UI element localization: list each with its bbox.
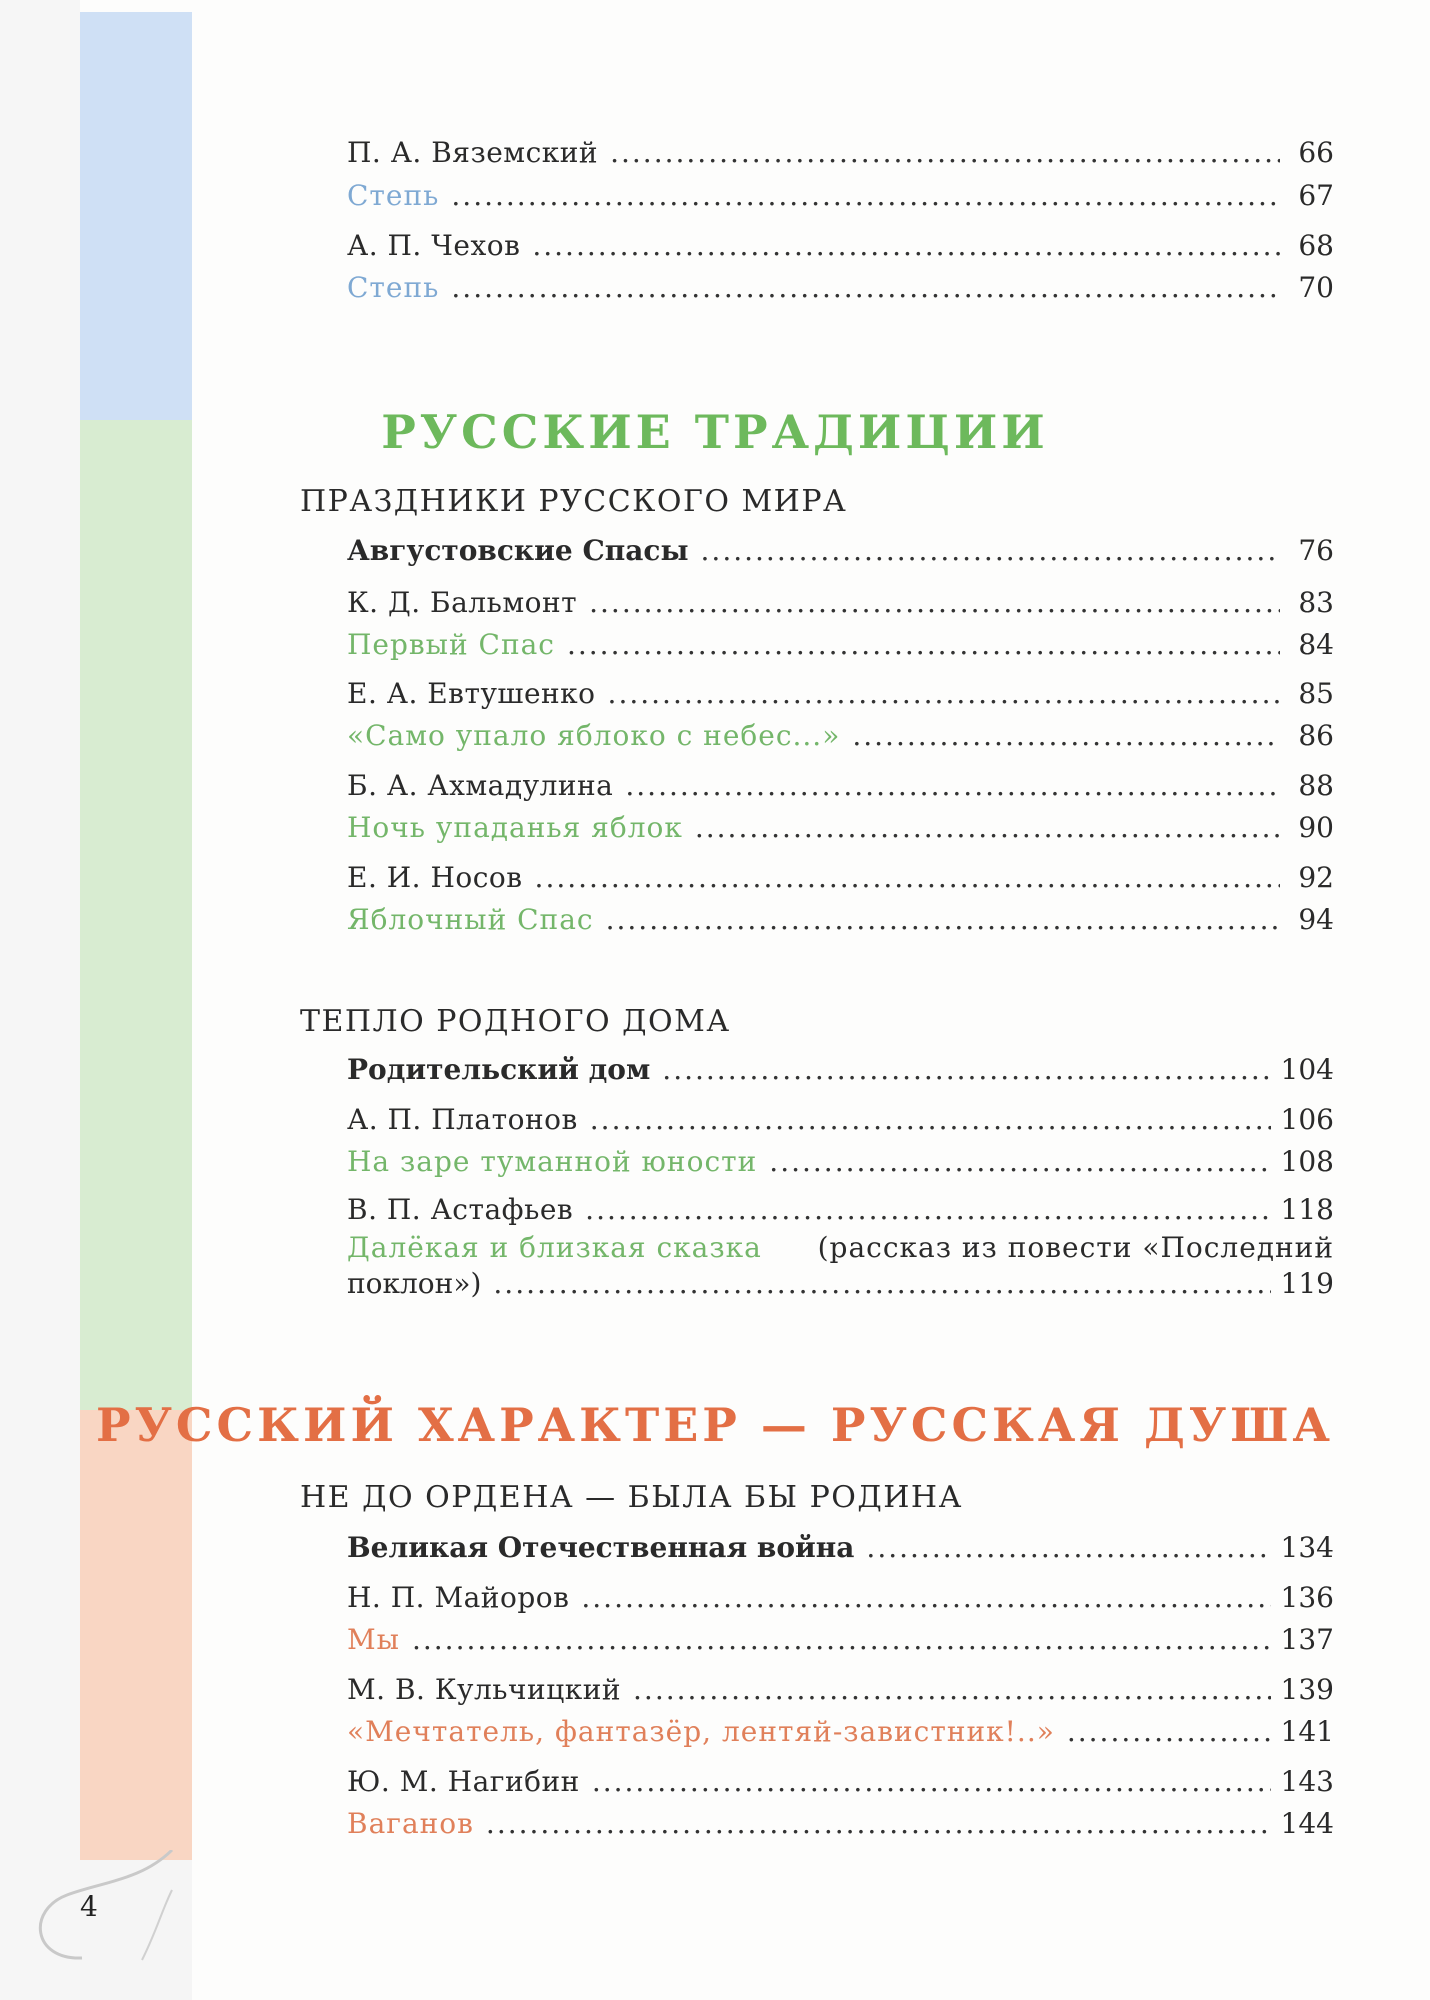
toc-entry-title: М. В. Кульчицкий — [347, 1673, 622, 1706]
toc-entry-page: 90 — [1298, 811, 1334, 844]
dot-leader — [633, 1672, 1271, 1708]
toc-entry-title: А. П. Платонов — [347, 1103, 578, 1136]
dot-leader — [581, 1580, 1270, 1616]
toc-entry-page: 104 — [1280, 1053, 1334, 1086]
toc-entry-page: 143 — [1280, 1765, 1334, 1798]
toc-entry-title: Первый Спас — [347, 628, 555, 661]
toc-entry-page: 136 — [1280, 1581, 1334, 1614]
toc-entry[interactable] — [347, 1102, 1334, 1138]
dot-leader — [532, 228, 1280, 264]
dot-leader — [535, 860, 1280, 896]
subsection-title: ПРАЗДНИКИ РУССКОГО МИРА — [300, 484, 848, 519]
toc-entry-page: 108 — [1280, 1145, 1334, 1178]
toc-entry[interactable] — [347, 1580, 1334, 1616]
toc-entry[interactable] — [347, 627, 1334, 663]
toc-entry-title: Е. И. Носов — [347, 861, 523, 894]
dot-leader — [493, 1266, 1270, 1302]
toc-entry[interactable] — [347, 1806, 1334, 1842]
toc-entry-page: 83 — [1298, 586, 1334, 619]
dot-leader — [610, 135, 1280, 171]
dot-leader — [769, 1144, 1270, 1180]
section-title-russian-traditions: РУССКИЕ ТРАДИЦИИ — [381, 405, 1049, 459]
dot-leader — [625, 768, 1280, 804]
toc-entry-page: 85 — [1298, 677, 1334, 710]
toc-entry[interactable] — [347, 228, 1334, 264]
toc-entry-title: На заре туманной юности — [347, 1145, 758, 1178]
toc-entry-title: А. П. Чехов — [347, 229, 521, 262]
toc-entry-title: Яблочный Спас — [347, 903, 594, 936]
toc-entry[interactable] — [347, 178, 1334, 214]
toc-entry-note-cont: поклон») — [347, 1267, 482, 1300]
toc-entry[interactable] — [347, 135, 1334, 171]
dot-leader — [585, 1192, 1270, 1228]
dot-leader — [852, 718, 1280, 754]
toc-entry-title: Августовские Спасы — [347, 534, 689, 567]
toc-entry-title: П. А. Вяземский — [347, 136, 599, 169]
toc-entry-title: Мы — [347, 1623, 400, 1656]
dot-leader — [590, 1102, 1271, 1138]
toc-entry[interactable] — [347, 1530, 1334, 1566]
toc-entry-page: 141 — [1280, 1715, 1334, 1748]
dot-leader — [695, 810, 1280, 846]
dot-leader — [662, 1052, 1270, 1088]
dot-leader — [701, 533, 1280, 569]
dot-leader — [451, 270, 1280, 306]
toc-entry[interactable] — [347, 860, 1334, 896]
toc-entry-wrapped[interactable] — [347, 1230, 1334, 1266]
toc-entry-title: В. П. Астафьев — [347, 1193, 574, 1226]
toc-entry-page: 94 — [1298, 903, 1334, 936]
toc-entry-title: Ю. М. Нагибин — [347, 1765, 580, 1798]
toc-entry-note: (рассказ из повести «Последний — [817, 1231, 1334, 1264]
toc-entry-page: 106 — [1280, 1103, 1334, 1136]
dot-leader — [1067, 1714, 1271, 1750]
dot-leader — [608, 676, 1280, 712]
toc-entry-page: 66 — [1298, 136, 1334, 169]
toc-entry-title: «Само упало яблоко с небес...» — [347, 719, 841, 752]
toc-entry-title: Ночь упаданья яблок — [347, 811, 683, 844]
toc-entry[interactable] — [347, 270, 1334, 306]
toc-entry[interactable] — [347, 1192, 1334, 1228]
toc-entry-title: Степь — [347, 179, 440, 212]
section-title-russian-character: РУССКИЙ ХАРАКТЕР — РУССКАЯ ДУША — [96, 1398, 1334, 1452]
dot-leader — [592, 1764, 1271, 1800]
dot-leader — [412, 1622, 1271, 1658]
toc-entry-page: 68 — [1298, 229, 1334, 262]
toc-entry-page: 119 — [1280, 1267, 1334, 1300]
toc-entry-title: Ваганов — [347, 1807, 474, 1840]
toc-entry[interactable] — [347, 1764, 1334, 1800]
toc-entry[interactable] — [347, 1622, 1334, 1658]
toc-entry[interactable] — [347, 1144, 1334, 1180]
toc-entry[interactable] — [347, 810, 1334, 846]
toc-entry[interactable] — [347, 718, 1334, 754]
toc-entry-title: Н. П. Майоров — [347, 1581, 570, 1614]
dot-leader — [451, 178, 1280, 214]
toc-entry-title: Родительский дом — [347, 1053, 651, 1086]
toc-entry-page: 137 — [1280, 1623, 1334, 1656]
toc-entry[interactable] — [347, 1714, 1334, 1750]
toc-entry-title: Е. А. Евтушенко — [347, 677, 596, 710]
dot-leader — [567, 627, 1280, 663]
dot-leader — [866, 1530, 1270, 1566]
toc-entry-page: 144 — [1280, 1807, 1334, 1840]
toc-entry[interactable] — [347, 585, 1334, 621]
subsection-title: НЕ ДО ОРДЕНА — БЫЛА БЫ РОДИНА — [300, 1480, 963, 1515]
toc-entry[interactable] — [347, 1672, 1334, 1708]
toc-entry-page: 88 — [1298, 769, 1334, 802]
toc-entry[interactable] — [347, 1052, 1334, 1088]
wrapped-entry-line1 — [347, 1230, 1334, 1266]
toc-entry-title: «Мечтатель, фантазёр, лентяй-завистник!..» — [347, 1715, 1055, 1748]
subsection-title: ТЕПЛО РОДНОГО ДОМА — [300, 1004, 731, 1039]
toc-entry[interactable] — [347, 533, 1334, 569]
toc-entry-page: 67 — [1298, 179, 1334, 212]
dot-leader — [589, 585, 1280, 621]
dot-leader — [486, 1806, 1271, 1842]
toc-entry-page: 92 — [1298, 861, 1334, 894]
toc-entry-page: 70 — [1298, 271, 1334, 304]
toc-entry-page: 76 — [1298, 534, 1334, 567]
toc-entry[interactable] — [347, 676, 1334, 712]
toc-entry-title: Б. А. Ахмадулина — [347, 769, 614, 802]
toc-entry[interactable] — [347, 902, 1334, 938]
toc-entry-title: Степь — [347, 271, 440, 304]
toc-entry-page: 86 — [1298, 719, 1334, 752]
wrapped-entry-line2 — [347, 1266, 1334, 1302]
toc-entry-title: Далёкая и близкая сказка — [347, 1231, 762, 1264]
toc-entry-page: 134 — [1280, 1531, 1334, 1564]
toc-entry-title: Великая Отечественная война — [347, 1531, 855, 1564]
page-number: 4 — [80, 1890, 98, 1923]
toc-entry-page: 139 — [1280, 1673, 1334, 1706]
toc-entry-title: К. Д. Бальмонт — [347, 586, 578, 619]
toc-entry-page: 118 — [1280, 1193, 1334, 1226]
toc-entry[interactable] — [347, 768, 1334, 804]
dot-leader — [606, 902, 1280, 938]
toc-entry-page: 84 — [1298, 628, 1334, 661]
